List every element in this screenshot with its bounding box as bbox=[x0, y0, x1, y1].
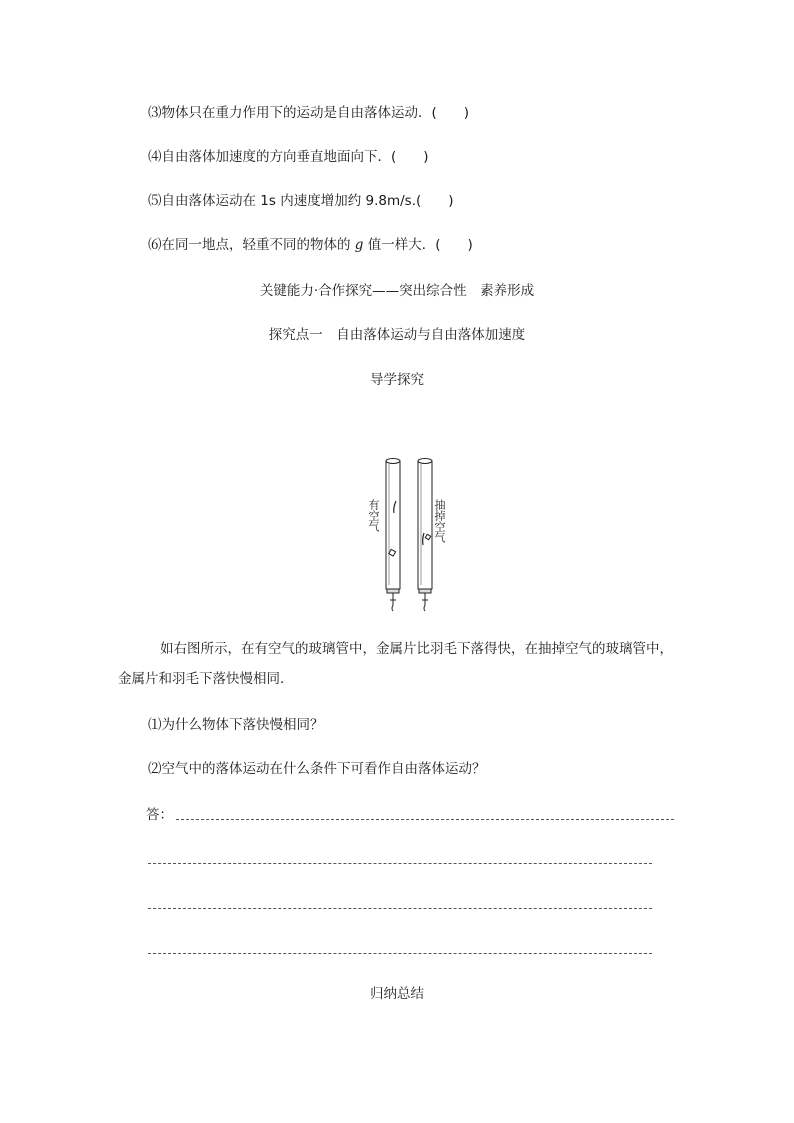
feather-shape bbox=[394, 501, 396, 513]
answer-line-2[interactable] bbox=[148, 863, 652, 864]
right-tube bbox=[418, 459, 432, 612]
judgment-item-3: ⑶物体只在重力作用下的运动是自由落体运动．( ) bbox=[148, 105, 470, 121]
answer-line-4[interactable] bbox=[148, 953, 652, 954]
judgment-item-4: ⑷自由落体加速度的方向垂直地面向下．( ) bbox=[148, 149, 429, 165]
answer-line-1[interactable] bbox=[176, 819, 674, 820]
with-air-label: 有空气 bbox=[367, 499, 380, 532]
question-1: ⑴为什么物体下落快慢相同？ bbox=[148, 717, 324, 733]
tubes-illustration bbox=[362, 455, 452, 615]
judgment-item-6-suffix: 值一样大．( ) bbox=[363, 237, 473, 253]
air-removed-label: 抽掉空气 bbox=[433, 499, 446, 543]
section-heading: 关键能力·合作探究——突出综合性 素养形成 bbox=[259, 283, 535, 299]
judgment-item-6-prefix: ⑹在同一地点，轻重不同的物体的 bbox=[148, 237, 355, 253]
question-2: ⑵空气中的落体运动在什么条件下可看作自由落体运动？ bbox=[148, 761, 486, 777]
experiment-paragraph: 如右图所示，在有空气的玻璃管中，金属片比羽毛下落得快，在抽掉空气的玻璃管中，金属片和羽毛下落快慢相同． bbox=[118, 641, 673, 687]
judgment-item-6 bbox=[148, 236, 473, 254]
summary-title: 归纳总结 bbox=[370, 986, 424, 1002]
answer-line-3[interactable] bbox=[148, 908, 652, 909]
metal-piece-shape-2 bbox=[425, 534, 430, 539]
feather-shape-2 bbox=[423, 533, 424, 545]
g-symbol: g bbox=[354, 237, 364, 253]
left-tube bbox=[386, 459, 400, 612]
judgment-item-5: ⑸自由落体运动在 1s 内速度增加约 9.8m/s.( ) bbox=[148, 193, 454, 209]
answer-label: 答： bbox=[146, 807, 173, 823]
guided-inquiry-title: 导学探究 bbox=[370, 372, 424, 388]
explore-point-title: 探究点一 自由落体运动与自由落体加速度 bbox=[268, 327, 526, 343]
metal-piece-shape bbox=[389, 549, 396, 556]
glass-tubes-figure bbox=[362, 455, 452, 615]
